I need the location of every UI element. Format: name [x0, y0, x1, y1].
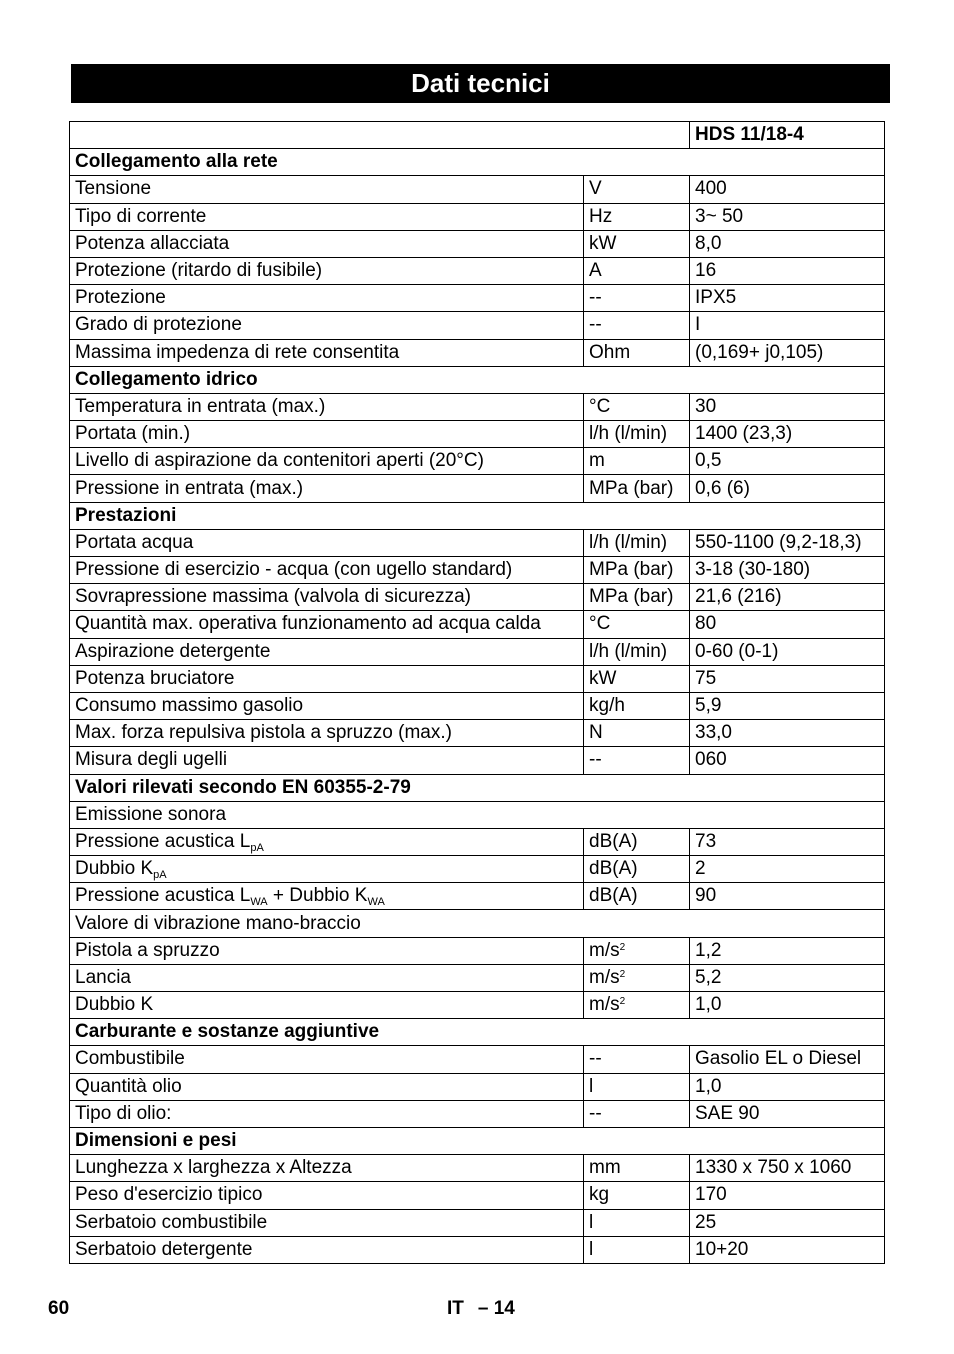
row-value: 3-18 (30-180)	[690, 557, 885, 584]
table-row	[70, 828, 885, 855]
table-row	[70, 339, 885, 366]
row-value: 0,5	[690, 448, 885, 475]
row-unit	[584, 937, 690, 964]
page-number: 60	[48, 1298, 70, 1319]
header-empty-cell	[70, 122, 690, 149]
row-label: Pistola a spruzzo	[70, 937, 584, 964]
row-label: Grado di protezione	[70, 312, 584, 339]
row-value: 400	[690, 176, 885, 203]
table-body	[70, 122, 885, 1264]
section-header-row	[70, 149, 885, 176]
row-unit: dB(A)	[584, 828, 690, 855]
row-unit: --	[584, 1100, 690, 1127]
row-value: 5,2	[690, 964, 885, 991]
row-unit: kg	[584, 1182, 690, 1209]
row-label: Lunghezza x larghezza x Altezza	[70, 1155, 584, 1182]
table-row	[70, 992, 885, 1019]
row-value: 8,0	[690, 230, 885, 257]
table-row	[70, 856, 885, 883]
row-value: 1,2	[690, 937, 885, 964]
row-unit: l/h (l/min)	[584, 529, 690, 556]
row-label: Portata (min.)	[70, 421, 584, 448]
section-header-row	[70, 1127, 885, 1154]
table-row	[70, 937, 885, 964]
row-label: Protezione	[70, 285, 584, 312]
section-title: Dimensioni e pesi	[70, 1127, 885, 1154]
row-unit: MPa (bar)	[584, 584, 690, 611]
row-label: Temperatura in entrata (max.)	[70, 393, 584, 420]
row-label: Potenza allacciata	[70, 230, 584, 257]
row-label: Peso d'esercizio tipico	[70, 1182, 584, 1209]
table-row	[70, 230, 885, 257]
row-unit: kW	[584, 665, 690, 692]
table-row	[70, 692, 885, 719]
row-label: Quantità max. operativa funzionamento ad acqua calda	[70, 611, 584, 638]
table-row	[70, 1209, 885, 1236]
row-value: 21,6 (216)	[690, 584, 885, 611]
row-value: 1,0	[690, 1073, 885, 1100]
row-label	[70, 883, 584, 910]
kpa-text: Dubbio K	[75, 858, 154, 880]
row-label	[70, 828, 584, 855]
row-unit: °C	[584, 393, 690, 420]
technical-data-table	[69, 121, 885, 1264]
row-label	[70, 856, 584, 883]
row-value: 80	[690, 611, 885, 638]
row-unit: m	[584, 448, 690, 475]
row-label: Massima impedenza di rete consentita	[70, 339, 584, 366]
kwa-subscript: WA	[367, 896, 385, 909]
row-label: Consumo massimo gasolio	[70, 692, 584, 719]
row-unit: --	[584, 747, 690, 774]
row-label: Serbatoio detergente	[70, 1236, 584, 1263]
row-unit: kW	[584, 230, 690, 257]
row-unit: N	[584, 720, 690, 747]
row-value: 75	[690, 665, 885, 692]
section-title: Collegamento alla rete	[70, 149, 885, 176]
row-unit: l	[584, 1236, 690, 1263]
table-row	[70, 1073, 885, 1100]
vib-unit-superscript: 2	[619, 968, 626, 980]
row-label: Tensione	[70, 176, 584, 203]
emission-row	[70, 801, 885, 828]
row-label: Serbatoio combustibile	[70, 1209, 584, 1236]
page-title: Dati tecnici	[71, 64, 890, 103]
row-value: 060	[690, 747, 885, 774]
table-row	[70, 720, 885, 747]
row-label: Tipo di olio:	[70, 1100, 584, 1127]
table-row	[70, 421, 885, 448]
vib-unit-text: m/s	[589, 966, 620, 988]
row-unit: --	[584, 285, 690, 312]
vib-unit-superscript: 2	[619, 941, 626, 953]
row-label: Livello di aspirazione da contenitori aperti (20°C)	[70, 448, 584, 475]
row-value: IPX5	[690, 285, 885, 312]
row-label: Misura degli ugelli	[70, 747, 584, 774]
table-row	[70, 557, 885, 584]
row-unit	[584, 992, 690, 1019]
row-unit: l	[584, 1073, 690, 1100]
row-label: Dubbio K	[70, 992, 584, 1019]
row-label: Max. forza repulsiva pistola a spruzzo (max.)	[70, 720, 584, 747]
table-row	[70, 1155, 885, 1182]
row-unit: V	[584, 176, 690, 203]
table-row	[70, 665, 885, 692]
table-row	[70, 883, 885, 910]
section-header-row	[70, 502, 885, 529]
row-unit: dB(A)	[584, 856, 690, 883]
row-value: 3~ 50	[690, 203, 885, 230]
lwa-mid-text: + Dubbio K	[267, 885, 368, 907]
row-label: Sovrapressione massima (valvola di sicurezza)	[70, 584, 584, 611]
row-value: 25	[690, 1209, 885, 1236]
table-row	[70, 638, 885, 665]
row-value: 1,0	[690, 992, 885, 1019]
table-row	[70, 257, 885, 284]
row-unit: --	[584, 1046, 690, 1073]
header-row	[70, 122, 885, 149]
row-label: Potenza bruciatore	[70, 665, 584, 692]
table-row	[70, 176, 885, 203]
row-unit: A	[584, 257, 690, 284]
row-label: Combustibile	[70, 1046, 584, 1073]
row-label: Quantità olio	[70, 1073, 584, 1100]
lpa-subscript: pA	[250, 841, 264, 854]
row-value: 10+20	[690, 1236, 885, 1263]
row-value: (0,169+ j0,105)	[690, 339, 885, 366]
section-title: Valori rilevati secondo EN 60355-2-79	[70, 774, 885, 801]
vib-unit-text: m/s	[589, 994, 620, 1016]
vib-unit-superscript: 2	[619, 996, 626, 1008]
vib-unit-text: m/s	[589, 939, 620, 961]
row-unit: kg/h	[584, 692, 690, 719]
row-value: I	[690, 312, 885, 339]
row-value: SAE 90	[690, 1100, 885, 1127]
table-row	[70, 611, 885, 638]
row-value: 1330 x 750 x 1060	[690, 1155, 885, 1182]
row-label: Aspirazione detergente	[70, 638, 584, 665]
table-row	[70, 475, 885, 502]
row-value: Gasolio EL o Diesel	[690, 1046, 885, 1073]
kpa-subscript: pA	[153, 869, 167, 882]
row-value: 73	[690, 828, 885, 855]
row-label: Protezione (ritardo di fusibile)	[70, 257, 584, 284]
row-value: 0-60 (0-1)	[690, 638, 885, 665]
row-unit: mm	[584, 1155, 690, 1182]
row-value: 33,0	[690, 720, 885, 747]
row-label: Pressione in entrata (max.)	[70, 475, 584, 502]
row-label: Portata acqua	[70, 529, 584, 556]
table-row	[70, 584, 885, 611]
page-reference	[447, 1298, 529, 1320]
table-row	[70, 312, 885, 339]
table-row	[70, 448, 885, 475]
row-unit: --	[584, 312, 690, 339]
row-value: 2	[690, 856, 885, 883]
emission-row-label: Emissione sonora	[70, 801, 885, 828]
lpa-text: Pressione acustica L	[75, 830, 251, 852]
row-label: Lancia	[70, 964, 584, 991]
table-row	[70, 747, 885, 774]
row-value: 90	[690, 883, 885, 910]
table-row	[70, 529, 885, 556]
row-value: 1400 (23,3)	[690, 421, 885, 448]
row-unit: l	[584, 1209, 690, 1236]
vibration-row-label: Valore di vibrazione mano-braccio	[70, 910, 885, 937]
model-header: HDS 11/18-4	[690, 122, 885, 149]
row-label: Pressione di esercizio - acqua (con ugello standard)	[70, 557, 584, 584]
row-value: 30	[690, 393, 885, 420]
section-title: Carburante e sostanze aggiuntive	[70, 1019, 885, 1046]
row-label: Tipo di corrente	[70, 203, 584, 230]
table-row	[70, 1236, 885, 1263]
row-unit: Ohm	[584, 339, 690, 366]
table-row	[70, 1100, 885, 1127]
table-row	[70, 393, 885, 420]
section-header-row	[70, 1019, 885, 1046]
row-unit: MPa (bar)	[584, 557, 690, 584]
row-value: 16	[690, 257, 885, 284]
lwa-text: Pressione acustica L	[75, 885, 251, 907]
section-title: Prestazioni	[70, 502, 885, 529]
row-unit	[584, 964, 690, 991]
row-unit: MPa (bar)	[584, 475, 690, 502]
lwa-subscript: WA	[250, 896, 268, 909]
table-row	[70, 203, 885, 230]
language-code: IT	[447, 1298, 464, 1319]
row-value: 170	[690, 1182, 885, 1209]
section-header-row	[70, 774, 885, 801]
section-title: Collegamento idrico	[70, 366, 885, 393]
section-page: – 14	[477, 1298, 515, 1319]
row-unit: °C	[584, 611, 690, 638]
section-header-row	[70, 366, 885, 393]
row-value: 5,9	[690, 692, 885, 719]
row-unit: Hz	[584, 203, 690, 230]
table-row	[70, 1046, 885, 1073]
row-unit: dB(A)	[584, 883, 690, 910]
table-row	[70, 1182, 885, 1209]
row-unit: l/h (l/min)	[584, 638, 690, 665]
row-value: 550-1100 (9,2-18,3)	[690, 529, 885, 556]
table-row	[70, 964, 885, 991]
vibration-row	[70, 910, 885, 937]
row-unit: l/h (l/min)	[584, 421, 690, 448]
row-value: 0,6 (6)	[690, 475, 885, 502]
table-row	[70, 285, 885, 312]
